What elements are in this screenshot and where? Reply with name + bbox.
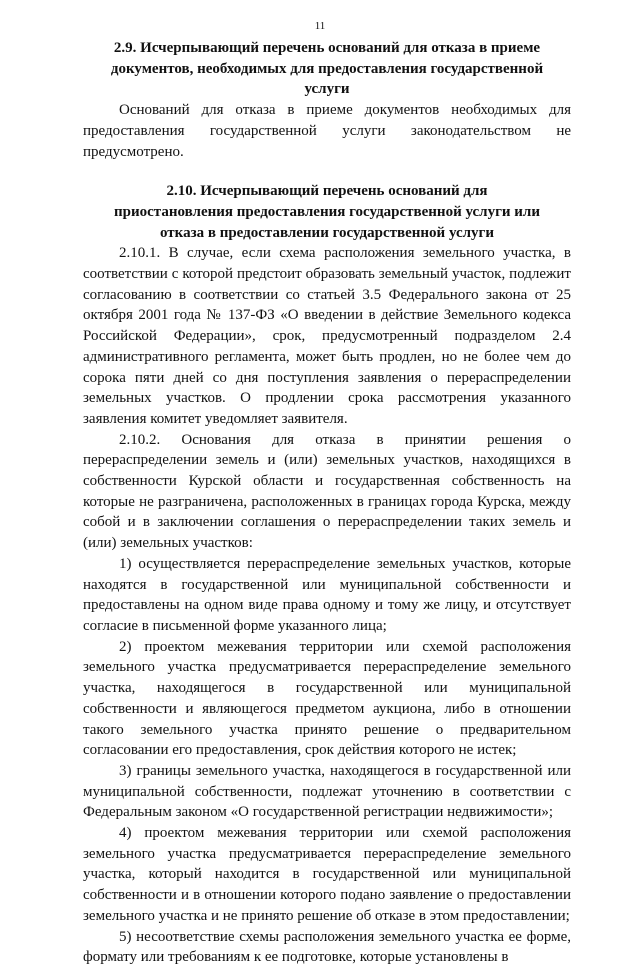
section-2-9-text: Оснований для отказа в приеме документов необходимых для предоставления государственной услуги законодательством не предусмотрено. bbox=[83, 102, 571, 160]
page-number: 11 bbox=[314, 20, 326, 32]
section-2-9-heading: 2.9. Исчерпывающий перечень оснований для отказа в приеме документов, необходимых для предоставления государственной услуги bbox=[110, 40, 544, 98]
list-item: 5) несоответствие схемы расположения земельного участка ее форме, формату или требованиям к ее подготовке, которые установлены в bbox=[83, 928, 571, 966]
list-item: 4) проектом межевания территории или схемой расположения земельного участка предусматривается перераспределение земельного участка, который находится в государственной или муниципальной собственности и в отношении которого подано заявление о предоставлении земельного участка и не принято решение об отказе в этом предоставлении; bbox=[83, 825, 571, 924]
paragraph-2-10-1: 2.10.1. В случае, если схема расположения земельного участка, в соответствии с которой предстоит образовать земельный участок, подлежит согласованию в соответствии со статьей 3.5 Федерального закона от 25 октября 2001 года № 137-ФЗ «О введении в действие Земельного кодекса Российской Федерации», срок, предусмотренный подразделом 2.4 административного регламента, может быть продлен, но не более чем до сорока пяти дней со дня поступления заявления о перераспределении земельных участков. О продлении срока рассмотрения указанного заявления комитет уведомляет заявителя. bbox=[83, 245, 571, 427]
list-item: 1) осуществляется перераспределение земельных участков, которые находятся в государственной или муниципальной собственности и предоставлены на одном виде права одному и тому же лицу, и отсутствует согласие в письменной форме указанного лица; bbox=[83, 555, 571, 634]
section-gap bbox=[83, 162, 571, 181]
paragraph-2-10-2: 2.10.2. Основания для отказа в принятии решения о перераспределении земель и (или) земельных участков, находящихся в собственности Курской области и государственная собственность на которые не разграничена, расположенных в границах города Курска, между собой и в заключении соглашения о перераспределении таких земель и (или) земельных участков: bbox=[83, 431, 571, 552]
document-body bbox=[83, 38, 571, 968]
list-item: 2) проектом межевания территории или схемой расположения земельного участка предусматривается перераспределение земельного участка, находящегося в государственной или муниципальной собственности и являющегося предметом аукциона, либо в отношении такого земельного участка принято решение о предварительном согласовании его предоставления, срок действия которого не истек; bbox=[83, 638, 571, 759]
list-item: 3) границы земельного участка, находящегося в государственной или муниципальной собственности, подлежат уточнению в соответствии с Федеральным законом «О государственной регистрации недвижимости»; bbox=[83, 762, 571, 821]
section-2-10-heading: 2.10. Исчерпывающий перечень оснований для приостановления предоставления государственной услуги или отказа в предоставлении государственной услуги bbox=[114, 183, 540, 241]
